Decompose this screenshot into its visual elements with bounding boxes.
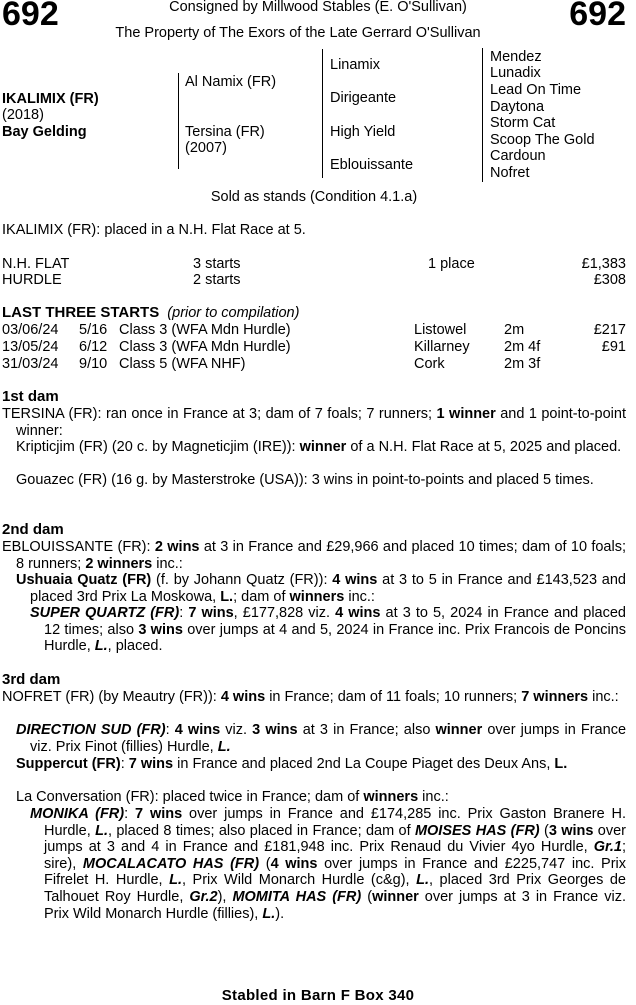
start-distance: 2m 4f — [504, 339, 541, 355]
granddam-1: Dirigeante — [330, 90, 397, 106]
record-earnings: £308 — [593, 272, 626, 288]
great-grandparent-4: Daytona — [490, 99, 545, 115]
first-dam-produce-2: Gouazec (FR) (16 g. by Masterstroke (USA)): 3 wins in point-to-points and placed 5 times. — [16, 472, 594, 488]
last-starts-note: (prior to compilation) — [167, 305, 300, 321]
third-dam-produce-3-offspring: MONIKA (FR): 7 wins over jumps in France and £174,285 inc. Prix Gaston Branere H. Hurdle, L., placed 8 times; also placed in France; dam of MOISES HAS (FR) (3 wins over jumps at 3 and 4 in France and £181,948 inc. Prix Renaud du Vivier 4yo Hurdle, Gr.1; sire), MOCALACATO HAS (FR) (4 wins over jumps in France and £225,747 inc. Prix Fifrelet H. Hurdle, L., Prix Wild Monarch Hurdle (c&g), L., placed 3rd Prix Georges de Talhouet Roy Hurdle, Gr.2), MOMITA HAS (FR) (winner over jumps at 3 in France viz. Prix Wild Monarch Hurdle (fillies), L.). — [30, 806, 627, 922]
first-dam-produce-1: Kripticjim (FR) (20 c. by Magneticjim (IRE)): winner of a N.H. Flat Race at 5, 2025 and placed. — [16, 439, 622, 455]
third-dam-produce-1: DIRECTION SUD (FR): 4 wins viz. 3 wins at 3 in France; also winner over jumps in France viz. Prix Finot (fillies) Hurdle, L. — [16, 722, 627, 755]
third-dam-produce-2: Suppercut (FR): 7 wins in France and placed 2nd La Coupe Piaget des Deux Ans, L. — [16, 756, 568, 772]
grandsire-1: Linamix — [330, 57, 380, 73]
third-dam-summary: NOFRET (FR) (by Meautry (FR)): 4 wins in France; dam of 11 foals; 10 runners; 7 winners inc.: — [2, 689, 619, 705]
pedigree-divider-3 — [482, 48, 483, 182]
sale-condition: Sold as stands (Condition 4.1.a) — [210, 189, 418, 205]
record-earnings: £1,383 — [581, 256, 626, 272]
record-places: 1 place — [428, 256, 475, 272]
second-dam-produce-1: Ushuaia Quatz (FR) (f. by Johann Quatz (FR)): 4 wins at 3 to 5 in France and £143,523 and placed 3rd Prix La Moskowa, L.; dam of winners inc.: — [16, 572, 626, 605]
horse-sex: Bay Gelding — [2, 124, 87, 140]
record-starts: 3 starts — [193, 256, 241, 272]
pedigree-divider-2 — [322, 49, 323, 178]
record-type: N.H. FLAT — [2, 256, 70, 272]
horse-year: (2018) — [2, 107, 44, 123]
first-dam-summary: TERSINA (FR): ran once in France at 3; dam of 7 foals; 7 runners; 1 winner and 1 point-to-point winner: — [2, 406, 627, 439]
start-position: 9/10 — [79, 356, 108, 372]
record-starts: 2 starts — [193, 272, 241, 288]
start-date: 13/05/24 — [2, 339, 59, 355]
third-dam-heading: 3rd dam — [2, 671, 61, 688]
horse-name: IKALIMIX (FR) — [2, 91, 99, 107]
start-prize: £91 — [601, 339, 626, 355]
grandsire-2: High Yield — [330, 124, 396, 140]
granddam-2: Eblouissante — [330, 157, 414, 173]
start-course: Cork — [414, 356, 445, 372]
great-grandparent-6: Scoop The Gold — [490, 132, 595, 148]
start-race: Class 3 (WFA Mdn Hurdle) — [119, 339, 291, 355]
great-grandparent-2: Lunadix — [490, 65, 541, 81]
lot-number-right: 692 — [569, 0, 626, 33]
great-grandparent-5: Storm Cat — [490, 115, 556, 131]
start-date: 03/06/24 — [2, 322, 59, 338]
lot-number-left: 692 — [2, 0, 59, 33]
first-dam-text — [2, 406, 626, 439]
first-dam-heading: 1st dam — [2, 388, 59, 405]
pedigree-divider-1 — [178, 73, 179, 169]
sire-name: Al Namix (FR) — [185, 74, 277, 90]
consignor: Consigned by Millwood Stables (E. O'Sullivan) — [169, 0, 467, 15]
great-grandparent-3: Lead On Time — [490, 82, 582, 98]
property-of: The Property of The Exors of the Late Gerrard O'Sullivan — [115, 25, 481, 41]
great-grandparent-1: Mendez — [490, 49, 542, 65]
start-course: Listowel — [414, 322, 467, 338]
dam-name: Tersina (FR) — [185, 124, 265, 140]
start-race: Class 5 (WFA NHF) — [119, 356, 246, 372]
start-distance: 2m 3f — [504, 356, 541, 372]
second-dam-produce-2: SUPER QUARTZ (FR): 7 wins, £177,828 viz. 4 wins at 3 to 5, 2024 in France and placed 12 times; also 3 wins over jumps at 4 and 5, 2024 in France inc. Prix Francois de Poncins Hurdle, L., placed. — [30, 605, 626, 655]
start-race: Class 3 (WFA Mdn Hurdle) — [119, 322, 291, 338]
start-distance: 2m — [504, 322, 525, 338]
last-starts-title: LAST THREE STARTS — [2, 304, 160, 321]
start-position: 5/16 — [79, 322, 108, 338]
second-dam-summary: EBLOUISSANTE (FR): 2 wins at 3 in France and £29,966 and placed 10 times; dam of 10 foals; 8 runners; 2 winners inc.: — [2, 539, 627, 572]
dam-year: (2007) — [185, 140, 227, 156]
great-grandparent-7: Cardoun — [490, 148, 546, 164]
second-dam-heading: 2nd dam — [2, 521, 64, 538]
stabling-info: Stabled in Barn F Box 340 — [221, 987, 415, 1004]
start-prize: £217 — [593, 322, 626, 338]
start-date: 31/03/24 — [2, 356, 59, 372]
record-type: HURDLE — [2, 272, 62, 288]
third-dam-produce-3: La Conversation (FR): placed twice in France; dam of winners inc.: — [16, 789, 449, 805]
last-starts-heading — [2, 305, 299, 322]
great-grandparent-8: Nofret — [490, 165, 530, 181]
start-course: Killarney — [414, 339, 470, 355]
race-summary: IKALIMIX (FR): placed in a N.H. Flat Race at 5. — [2, 222, 306, 238]
start-position: 6/12 — [79, 339, 108, 355]
